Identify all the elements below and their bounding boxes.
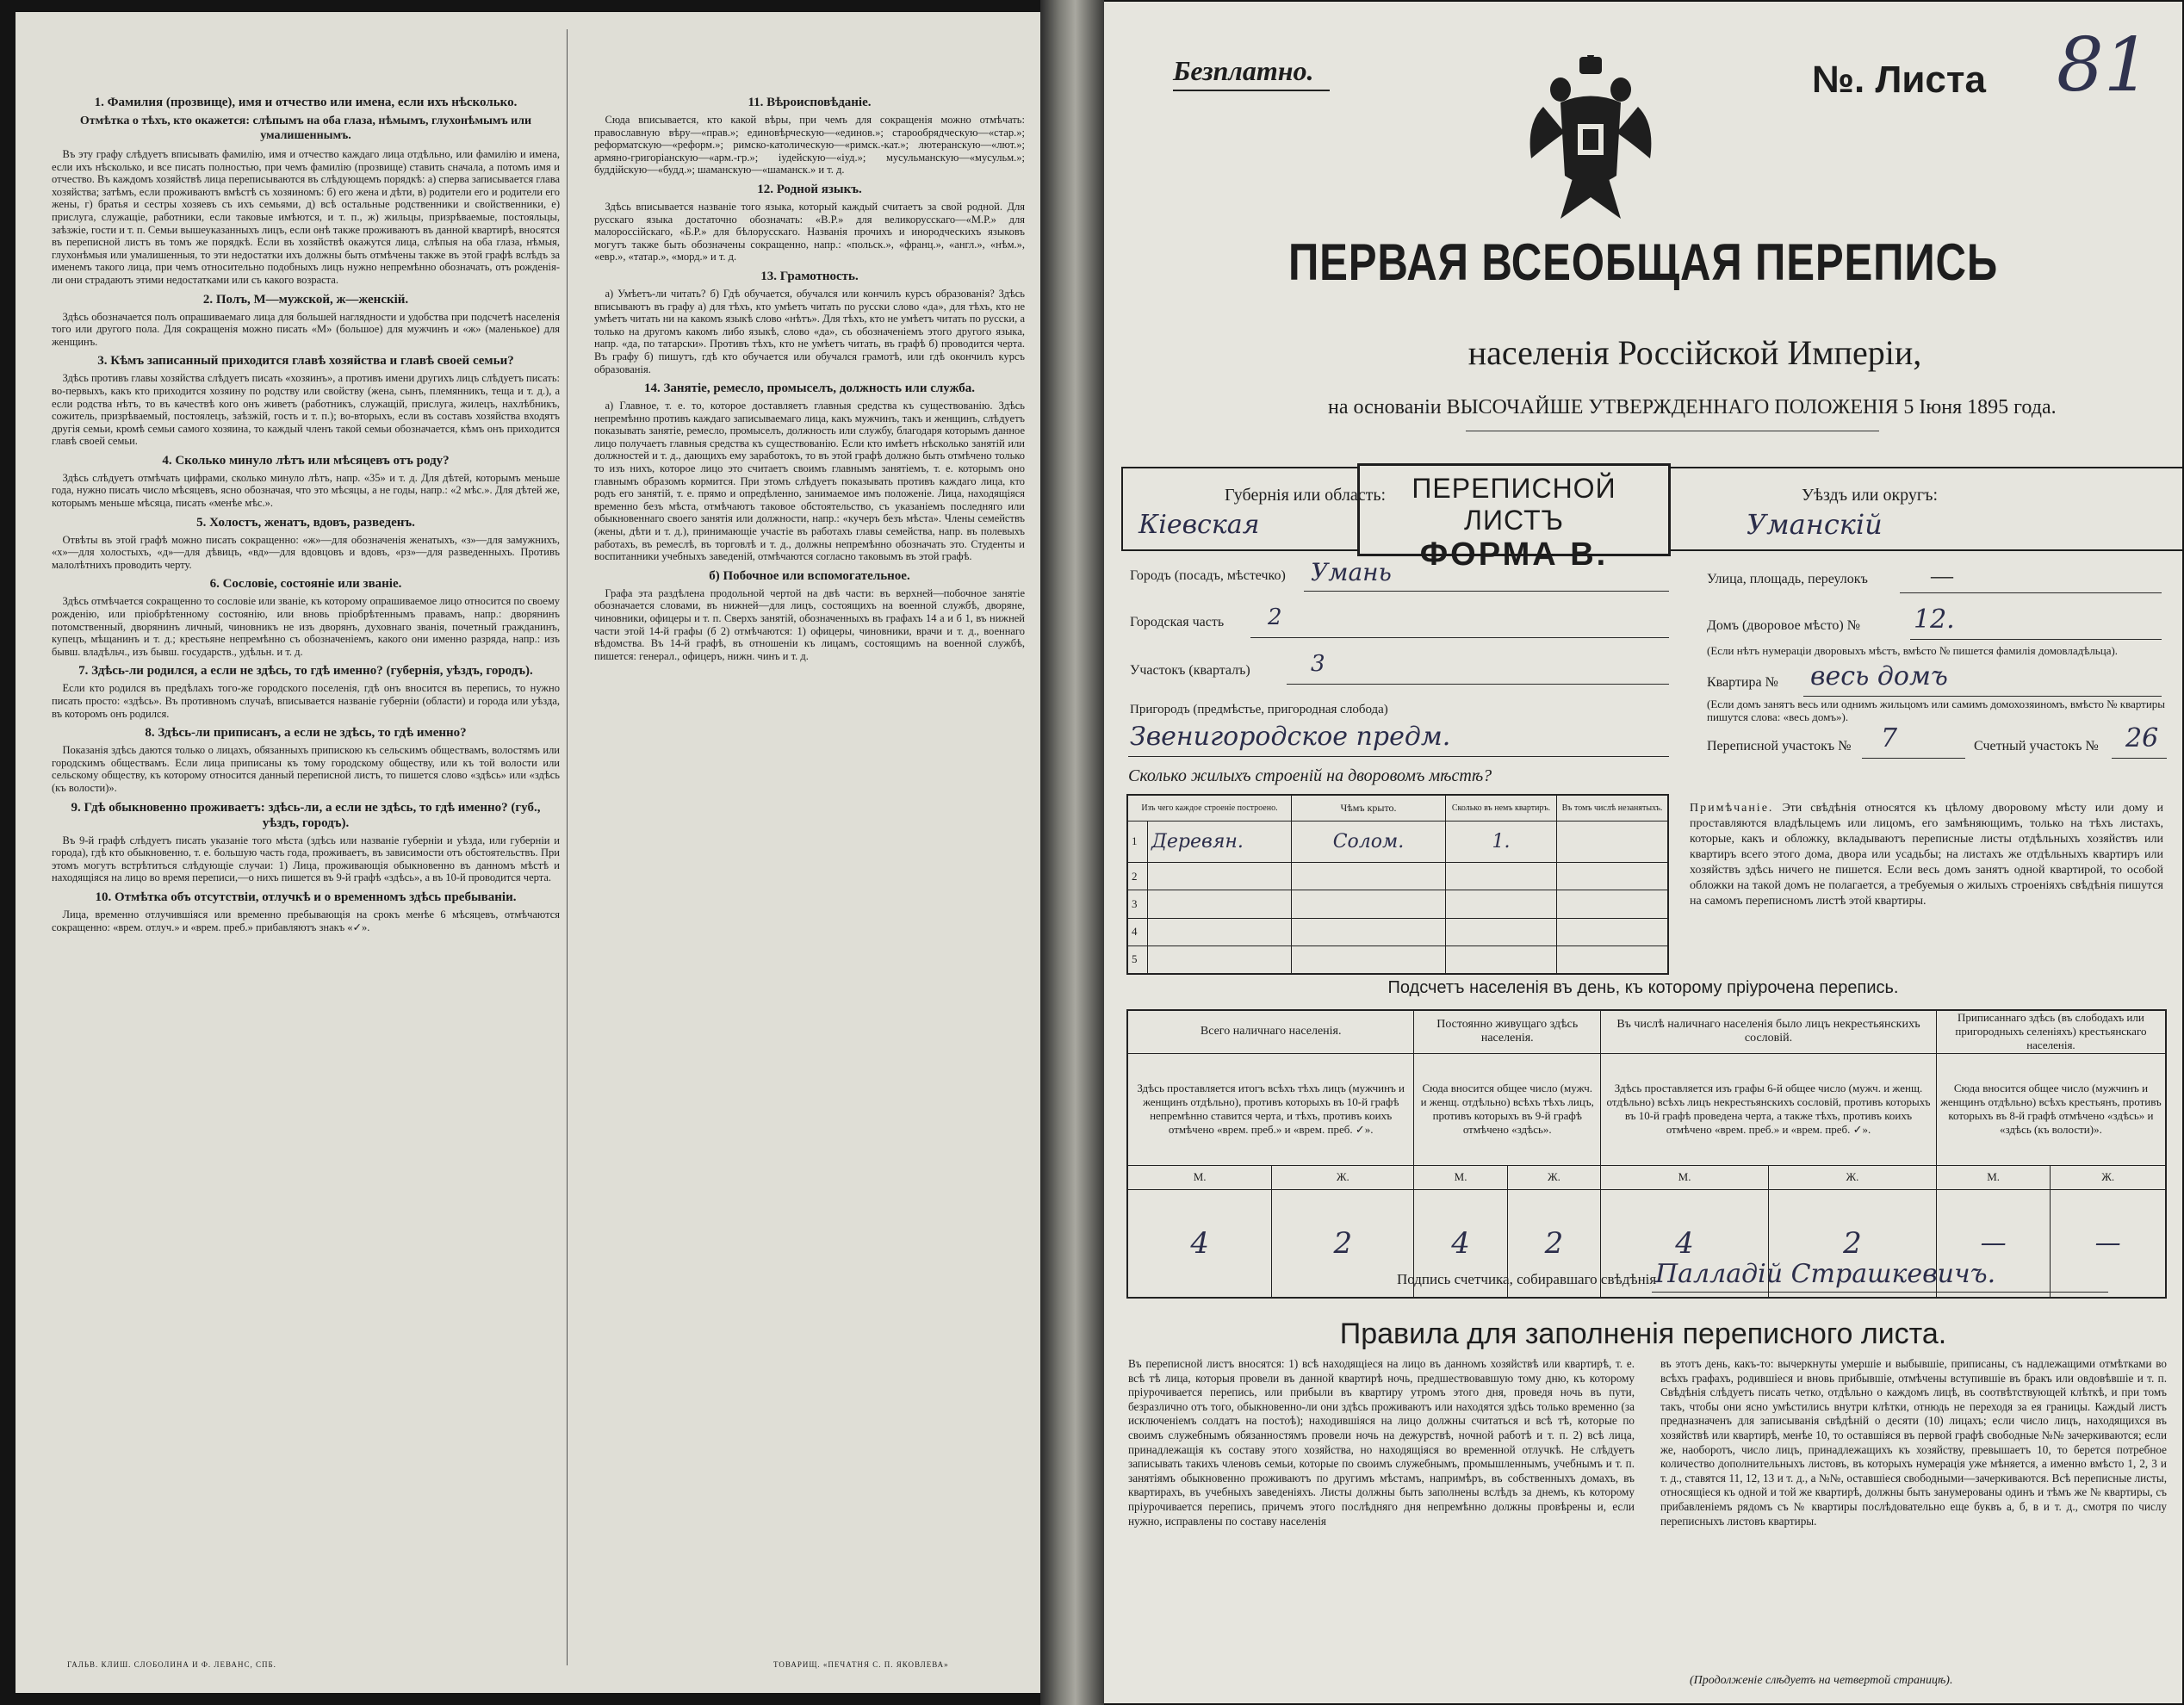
house-line: [1910, 639, 2162, 640]
instruction-heading: б) Побочное или вспомогательное.: [709, 568, 910, 583]
building-roof: Солом.: [1292, 821, 1446, 863]
instruction-text: Въ 9-й графѣ слѣдуетъ писать указаніе того мѣста (здѣсь или названіе губерніи и уѣзда, или губерніи и города), гдѣ кто обыкновенно, т. е. большую часть года, проживаетъ, въ зависимости отъ обстоятельствъ. При этомъ могутъ встрѣтиться слѣдующіе случаи: 1) Лица, проживающія обыкновенно въ данномъ мѣстѣ и находящіяся на лицо во время переписи,—о нихъ пишется въ 9-й графѣ «здѣсь», а въ 10-й проводится черта.: [52, 834, 560, 884]
suburb-value: Звенигородское предм.: [1130, 722, 1451, 752]
table-row: [1127, 918, 1668, 946]
block-line: [1287, 684, 1669, 685]
continued-note: (Продолженіе слѣдуетъ на четвертой страницѣ).: [1690, 1674, 1953, 1687]
double-headed-eagle-emblem-icon: [1526, 55, 1655, 227]
population-value: 4: [1601, 1189, 1769, 1298]
count-district-value: 26: [2125, 723, 2159, 753]
count-district-line: [2112, 758, 2167, 759]
instruction-section: [52, 725, 560, 794]
suburb-label: Пригородъ (предмѣстье, пригородная слобода): [1130, 703, 1388, 716]
sex-label: М.: [1414, 1165, 1507, 1189]
census-form-page: [1104, 2, 2182, 1703]
city-label: Городъ (посадъ, мѣстечко): [1130, 568, 1286, 583]
sheet-number-handwritten: 81: [2057, 22, 2151, 108]
rules-column-right: въ этотъ день, какъ-то: вычеркнуты умершіе и выбывшіе, приписаны, съ надлежащими отмѣтками во всѣхъ графахъ, родившіеся и вновь прибывшіе, отмѣчены вступившіе въ бракъ или овдовѣвшіе и т. п. Свѣдѣнія слѣдуетъ писать четко, отдѣльно о каждомъ лицѣ, въ соотвѣтствующей клѣткѣ, и при томъ такъ, чтобы они ясно умѣстились внутри клѣтки, отнюдь не переходя за ея границы. Каждый листъ предназначенъ для записыванія свѣдѣній о десяти (10) лицахъ; если число лицъ, находящихся въ хозяйствѣ или квартирѣ, менѣе 10, то оставшіяся въ первой графѣ свободные №№ зачеркиваются; если же, наоборотъ, число лицъ, принадлежащихъ къ хозяйству, превышаетъ 10, то берется потребное количество дополнительныхъ листовъ, въ которыхъ нумерація уже мѣняется, а именно вмѣсто 1, 2, 3 и т. д., ставятся 11, 12, 13 и т. д., а №№, оставшіеся свободными—зачеркиваются. Всѣ переписные листы, относящіеся къ одной и той же квартирѣ, должны быть занумерованы одинъ и тѣмъ же № квартиры, съ прибавленіемъ рядомъ съ № квартиры послѣдовательно еще буквъ а, б, в и т. д., смотря по числу переписныхъ листовъ квартиры.: [1660, 1357, 2167, 1528]
population-value: —: [2051, 1189, 2166, 1298]
population-desc-peasant: Сюда вносится общее число (мужчинъ и женщинъ отдѣльно) всѣхъ крестьянъ, противъ которыхъ въ 8-й графѣ отмѣчено «здѣсь» и «здѣсь (къ волости)».: [1936, 1053, 2166, 1165]
instructions-column-right: [594, 12, 1025, 1693]
sex-label: Ж.: [1769, 1165, 1937, 1189]
gubernia-label: Губернія или область:: [1225, 486, 1387, 505]
printer-mark-left: ГАЛЬВ. КЛИШ. СЛОБОЛИНА И Ф. ЛЕВАНС, СПБ.: [67, 1660, 276, 1669]
census-district-value: 7: [1881, 723, 1898, 753]
instructions-column-left: [52, 12, 560, 1693]
population-count-title: Подсчетъ населенія въ день, къ которому пріурочена перепись.: [1387, 978, 1899, 997]
apartment-line: [1803, 696, 2162, 697]
free-label: Безплатно.: [1173, 55, 1314, 86]
row-number: 4: [1127, 918, 1148, 946]
population-desc-nonpeasant: Здѣсь проставляется изъ графы 6-й общее число (мужч. и женщ. отдѣльно) всѣхъ лицъ некрестьянскихъ сословій, противъ которыхъ въ 10-й графѣ проведена черта, а также тѣхъ, противъ коихъ отмѣчено «врем. преб.» и «врем. преб. ✓».: [1601, 1053, 1937, 1165]
district-line: [1250, 637, 1669, 638]
sex-label-row: [1127, 1165, 2166, 1189]
instruction-section: [52, 95, 560, 287]
rules-title: Правила для заполненія переписного листа.: [1339, 1318, 1947, 1350]
instruction-heading: 10. Отмѣтка объ отсутствіи, отлучкѣ и о временномъ здѣсь пребываніи.: [95, 890, 517, 904]
note-label: Примѣчаніе.: [1690, 802, 1774, 815]
instruction-heading: 12. Родной языкъ.: [757, 182, 862, 196]
instruction-text: Здѣсь слѣдуетъ отмѣчать цифрами, сколько минуло лѣтъ, напр. «35» и т. д. Для дѣтей, которымъ меньше года, нужно писать число мѣсяцевъ, ясно обозначая, что это мѣсяцы, а не годы, напр.: «2 мѣс.». Для дѣтей же, которымъ меньше мѣсяца, писать «менѣе мѣс.».: [52, 471, 560, 510]
instruction-text: Если кто родился въ предѣлахъ того-же городского поселенія, гдѣ онъ вносится въ перепись, то нужно писать просто: «здѣсь». Въ противномъ случаѣ, вписывается названіе губерніи (области) и города или уѣзда, въ которомъ онъ родился.: [52, 682, 560, 720]
instruction-text: Сюда вписывается, кто какой вѣры, при чемъ для сокращенія можно отмѣчать: православную вѣру—«прав.»; единовѣрческую—«единов.»; старообрядческую—«стар.»; реформатскую—«реформ.»; римско-католическую—«римск.-кат.»; лютеранскую—«лют.»; армяно-григоріанскую—«арм.-гр.»; іудейскую—«іуд.»; мусульманскую—«мусульм.»; буддійскую—«будд.»; шаманскую—«шаманск.» и т. д.: [594, 114, 1025, 177]
instruction-section: [52, 890, 560, 933]
instruction-text: Отвѣты въ этой графѣ можно писать сокращенно: «ж»—для обозначенія женатыхъ, «з»—для замужнихъ, «х»—для холостыхъ, «д»—для дѣвицъ, «вд»—для вдовцовъ и вдовъ, «рз»—для разведенныхъ. Противъ малолѣтнихъ проводить черту.: [52, 533, 560, 571]
instruction-heading: 2. Полъ, М—мужской, ж—женскій.: [202, 292, 409, 307]
instruction-section: [52, 292, 560, 349]
instruction-heading: 6. Сословіе, состояніе или званіе.: [209, 577, 402, 592]
street-label: Улица, площадь, переулокъ: [1707, 572, 1868, 586]
row-number: 2: [1127, 863, 1148, 890]
sex-label: М.: [1936, 1165, 2050, 1189]
buildings-header-material: Изъ чего каждое строеніе построено.: [1127, 795, 1292, 821]
sex-label: Ж.: [1507, 1165, 1600, 1189]
instruction-heading: 13. Грамотность.: [760, 269, 859, 283]
district-value: 2: [1268, 604, 1282, 630]
population-value: 2: [1769, 1189, 1937, 1298]
apartment-label: Квартира №: [1707, 675, 1778, 690]
instruction-section: [52, 576, 560, 658]
population-desc-total: Здѣсь проставляется итогъ всѣхъ тѣхъ лицъ (мужчинъ и женщинъ отдѣльно), противъ которыхъ въ 10-й графѣ непремѣнно ставится черта, и тѣхъ, противъ коихъ отмѣчено «врем. преб.» и «врем. преб. ✓».: [1127, 1053, 1414, 1165]
census-title: ПЕРВАЯ ВСЕОБЩАЯ ПЕРЕПИСЬ: [1287, 233, 1999, 291]
instruction-section: [594, 381, 1025, 563]
table-row: [1127, 946, 1668, 974]
population-value: 2: [1507, 1189, 1600, 1298]
instruction-section: [594, 182, 1025, 264]
instruction-text: Здѣсь обозначается полъ опрашиваемаго лица для большей наглядности и удобства при подсчетѣ населенія того или другого пола. Для сокращенія можно писать «М» (большое) для мужчинъ и «ж» (маленькое) для женщинъ.: [52, 310, 560, 348]
book-spine: [1040, 0, 1104, 1705]
house-value: 12.: [1914, 604, 1955, 635]
population-value: —: [1936, 1189, 2050, 1298]
apartment-value: весь домъ: [1810, 661, 1948, 691]
uezd-value: Уманскій: [1747, 508, 1883, 541]
instruction-text: Здѣсь отмѣчается сокращенно то сословіе или званіе, къ которому опрашиваемое лицо относится по своему рожденію, или пріобрѣтенному состоянію, или вновь пріобрѣтеннымъ правамъ, напр.: дворянинъ потомственный, дворянинъ личный, чиновникъ не изъ дворянъ, духовнаго званія, почетный гражданинъ, купецъ, мѣщанинъ и т. д.; крестьяне непремѣнно съ обозначеніемъ, какого они именно разряда, напр.: изъ бывш. владѣльч., изъ бывш. государств., удѣльн. и т. д.: [52, 595, 560, 658]
row-number: 5: [1127, 946, 1148, 974]
census-district-line: [1862, 758, 1965, 759]
table-row: [1127, 890, 1668, 918]
signature-label: Подпись счетчика, собиравшаго свѣдѣнія: [1397, 1271, 1657, 1287]
sex-label: М.: [1127, 1165, 1272, 1189]
instruction-text: Здѣсь противъ главы хозяйства слѣдуетъ писать «хозяинъ», а противъ имени другихъ лицъ слѣдуетъ писать: во-первыхъ, какъ кто приходится хозяину по родству или свойству (жена, сынъ, племянникъ, теща и т. д.), а если родства нѣтъ, то въ качествѣ кого онъ живетъ (работникъ, служащій, прислуга, жилецъ, нахлѣбникъ, сожитель, призрѣваемый, постоялецъ, заѣзжій, гость и т. п.); во-вторыхъ, если въ составъ хозяйства входятъ другія семьи, кромѣ семьи самого хозяина, то каждый членъ такой семьи обозначается, кѣмъ онъ приходится главѣ своей семьи.: [52, 372, 560, 448]
legal-basis: на основаніи ВЫСОЧАЙШЕ УТВЕРЖДЕННАГО ПОЛОЖЕНІЯ 5 Іюня 1895 года.: [1328, 396, 2057, 418]
instruction-section: [52, 353, 560, 448]
suburb-line: [1128, 756, 1669, 757]
house-note: (Если нѣтъ нумераціи дворовыхъ мѣстъ, вмѣсто № пишется фамилія домовладѣльца).: [1707, 644, 2119, 657]
instruction-text: Графа эта раздѣлена продольной чертой на двѣ части: въ верхней—побочное занятіе обозначается словами, въ нижней—для лицъ, состоящихъ на военной службѣ, дворяне, чиновники, офицеры и т. п. Сверхъ занятій, обозначенныхъ въ графахъ 14 а и б 1, въ нижней части этой 14-й графы (б 2) отмѣчаются: 1) офицеры, чиновники, врачи и т. д., военнаго вѣдомства. Въ 14-й графѣ, въ отношеніи къ лицамъ, состоящимъ на военной службѣ, пишется: генерал., офицеръ, нижн. чинъ и т. д.: [594, 586, 1025, 662]
city-line: [1304, 591, 1669, 592]
district-label: Городская часть: [1130, 615, 1225, 629]
block-value: 3: [1311, 651, 1325, 677]
gubernia-value: Кіевская: [1139, 510, 1260, 540]
sheet-number-label: №. Листа: [1812, 59, 1986, 101]
signature-line: [1652, 1292, 2108, 1293]
instruction-text: а) Главное, т. е. то, которое доставляетъ главныя средства къ существованію. Здѣсь непремѣнно противъ каждаго записываемаго лица, какъ мужчинъ, такъ и женщинъ, слѣдуетъ показывать занятіе, ремесло, промыселъ, должность или службу, благодаря которымъ данное лицо получаетъ главныя средства къ существованію. Если кто имѣетъ нѣсколько занятій или должностей и т. д., дающихъ ему заработокъ, то въ этой графѣ должно быть отмѣчено только то изъ нихъ, которое лицо это считаетъ своимъ главнымъ занятіемъ, т. е. которымъ оно главнымъ образомъ кормится. При этомъ слѣдуетъ показывать противъ каждаго лица, кто родъ его занятій, т. е. прямо и опредѣленно, занимаемое имъ положеніе. Лица, находящіяся временно безъ мѣста, отмѣчаютъ таковое обстоятельство, съ указаніемъ последняго или обыкновеннаго своего занятія или должности, напр.: «кучеръ безъ мѣста». Члены семействъ (жены, дѣти и т. д.), принимающіе участіе въ работахъ главы семейства, напр. въ полевыхъ работахъ, въ ремеслѣ, въ торговлѣ и т. д., должны непремѣнно обозначать это. Студенты и воспитанники учебныхъ заведеній, отмѣчаются согласно таковымъ въ этой графѣ.: [594, 400, 1025, 563]
buildings-header-roof: Чѣмъ крыто.: [1292, 795, 1446, 821]
instruction-section: [594, 95, 1025, 177]
instruction-text: а) Умѣетъ-ли читать? б) Гдѣ обучается, обучался или кончилъ курсъ образованія? Здѣсь вписываютъ въ графу а) для тѣхъ, кто умѣетъ читать по русски слово «да», для тѣхъ, кто не умѣетъ читать ни на какомъ языкѣ слово «нѣтъ». Для тѣхъ, кто не умѣетъ читать по русски, а только на другомъ какомъ либо языкѣ, слово «да», съ обозначеніемъ этого другого языка, напр. «да, по татарски». Противъ тѣхъ, кто не умѣетъ читать, въ графѣ б) проводится черта. Въ графу б) пишутъ, гдѣ кто обучается или обучался грамотѣ, или гдѣ окончилъ курсъ образованія.: [594, 287, 1025, 375]
building-flats: 1.: [1446, 821, 1557, 863]
instruction-heading: 9. Гдѣ обыкновенно проживаетъ: здѣсь-ли, а если не здѣсь, то гдѣ именно? (губ., уѣздъ, городъ).: [71, 800, 541, 830]
form-type-box: [1357, 463, 1671, 573]
enumerator-signature: Палладій Страшкевичъ.: [1655, 1259, 1996, 1289]
instruction-section: [52, 515, 560, 572]
table-row: [1127, 863, 1668, 890]
instruction-heading: 11. Вѣроисповѣданіе.: [748, 96, 872, 109]
instruction-subheading: Отмѣтка о тѣхъ, кто окажется: слѣпымъ на оба глаза, нѣмымъ, глухонѣмымъ или умалишеннымъ.: [79, 115, 532, 142]
building-material: Деревян.: [1148, 821, 1292, 863]
apartment-note: (Если домъ занятъ весь или однимъ жильцомъ или самимъ домохозяиномъ, вмѣсто № квартиры пишутся слова: «весь домъ»).: [1707, 698, 2166, 723]
census-district-label: Переписной участокъ №: [1707, 739, 1852, 753]
buildings-note: [1690, 801, 2163, 909]
instruction-section: [52, 453, 560, 510]
population-value: 4: [1414, 1189, 1507, 1298]
sex-label: Ж.: [1272, 1165, 1414, 1189]
population-desc-permanent: Сюда вносится общее число (мужч. и женщ. отдѣльно) всѣхъ тѣхъ лицъ, противъ которыхъ въ 9-й графѣ отмѣчено «здѣсь».: [1414, 1053, 1601, 1165]
population-header-total: Всего наличнаго населенія.: [1127, 1010, 1414, 1053]
note-text: Эти свѣдѣнія относятся къ цѣлому дворовому мѣсту или дому и проставляются владѣльцемъ или лицомъ, его замѣняющимъ, только на тѣхъ листахъ, которые, какъ и обложку, вкладываютъ переписные листы отдѣльныхъ хозяйствъ или квартиръ всего этого дома, двора или усадьбы; на листахъ же отдѣльныхъ квартиръ или хозяйствъ здѣсь ничего не пишется. Если весь домъ занятъ одной квартирой, то особой обложки на такой домъ не полагается, а требуемыя о жилыхъ строеніяхъ свѣдѣнія пишутся на самомъ переписномъ листѣ этой квартиры.: [1690, 802, 2163, 908]
instruction-text: Лица, временно отлучившіяся или временно пребывающія на срокъ менѣе 6 мѣсяцевъ, отмѣчаются сокращенно: «врем. отлуч.» и «врем. преб.» прибавляютъ знакъ «✓».: [52, 908, 560, 933]
street-value: —: [1931, 563, 1953, 588]
instruction-heading: 7. Здѣсь-ли родился, а если не здѣсь, то гдѣ именно? (губернія, уѣздъ, городъ).: [78, 664, 533, 679]
population-value: 2: [1272, 1189, 1414, 1298]
instruction-heading: 14. Занятіе, ремесло, промыселъ, должность или служба.: [643, 381, 976, 396]
building-vacant: [1557, 821, 1669, 863]
table-row: [1127, 821, 1668, 863]
instruction-section: [52, 663, 560, 720]
instruction-heading: 5. Холостъ, женатъ, вдовъ, разведенъ.: [196, 515, 415, 530]
uezd-label: Уѣздъ или округъ:: [1802, 486, 1939, 505]
instruction-section: [52, 800, 560, 884]
row-number: 1: [1127, 821, 1148, 863]
sex-label: М.: [1601, 1165, 1769, 1189]
street-line: [1900, 592, 2162, 593]
block-label: Участокъ (кварталъ): [1130, 663, 1250, 678]
printer-mark-right: ТОВАРИЩ. «ПЕЧАТНЯ С. П. ЯКОВЛЕВА»: [773, 1660, 949, 1669]
row-number: 3: [1127, 890, 1148, 918]
instruction-text: Здѣсь вписывается названіе того языка, который каждый считаетъ за свой родной. Для русскаго языка достаточно обозначать: «В.Р.» для великорусскаго—«М.Р.» для малороссійскаго, «Б.Р.» для бѣлорусскаго. Названія прочихъ и инородческихъ языковъ могутъ также быть обозначены сокращенно, напр.: «польск.», «франц.», «англ.», «нѣм.», «евр.», «татар.», «морд.» и т. д.: [594, 200, 1025, 264]
column-divider: [567, 29, 568, 1665]
census-subtitle: населенія Россійской Имперіи,: [1467, 333, 1922, 372]
form-box-subtitle: ФОРМА В.: [1419, 536, 1609, 573]
buildings-table: [1126, 794, 1669, 975]
free-underline: [1173, 90, 1330, 91]
buildings-header-vacant: Въ томъ числѣ незанятыхъ.: [1557, 795, 1669, 821]
population-header-permanent: Постоянно живущаго здѣсь населенія.: [1414, 1010, 1601, 1053]
city-value: Умань: [1311, 558, 1392, 586]
instruction-text: Показанія здѣсь даются только о лицахъ, обязанныхъ припискою къ сельскимъ обществамъ, волостямъ или городскимъ обществамъ. Если лица приписаны къ тому городскому обществу, или къ той волости или сельскому обществу, къ которому относится данный переписной листъ, то пишется слово «здѣсь» или «здѣсь (къ волости)».: [52, 744, 560, 794]
population-table: [1126, 1009, 2167, 1299]
buildings-question: Сколько жилыхъ строеній на дворовомъ мѣстѣ?: [1128, 766, 1492, 785]
population-header-peasant: Приписаннаго здѣсь (въ слободахъ или пригородныхъ селеніяхъ) крестьянскаго населенія.: [1936, 1010, 2166, 1053]
instruction-section: [594, 269, 1025, 375]
house-label: Домъ (дворовое мѣсто) №: [1707, 618, 1860, 633]
population-value: 4: [1127, 1189, 1272, 1298]
instruction-section: [594, 568, 1025, 663]
left-instructions-page: [16, 12, 1040, 1693]
instruction-heading: 8. Здѣсь-ли приписанъ, а если не здѣсь, то гдѣ именно?: [145, 726, 467, 741]
sex-label: Ж.: [2051, 1165, 2166, 1189]
buildings-header-flats: Сколько въ немъ квартиръ.: [1446, 795, 1557, 821]
rules-column-left: Въ переписной листъ вносятся: 1) всѣ находящіеся на лицо въ данномъ хозяйствѣ или квартирѣ, т. е. всѣ тѣ лица, которыя провели въ данной квартирѣ ночь, предшествовавшую тому дню, къ которому пріурочивается перепись, или прибыли въ квартиру утромъ этого дня, проведя ночь въ пути, безразлично отъ того, обыкновенно-ли они здѣсь проживаютъ или находятся здѣсь только временно (за исключеніемъ солдатъ на постоѣ); находившіяся на лицо должны считаться и всѣ тѣ, которые по своимъ служебнымъ обязанностямъ провели ночь на дежурствѣ, ночной работѣ и т. п. 2) всѣ лица, принадлежащія къ составу этого хозяйства, но находящіяся во временной отлучкѣ. Не слѣдуетъ записывать такихъ членовъ семьи, которые по своимъ служебнымъ, промышленнымъ, учебнымъ и т. п. занятіямъ обыкновенно проживаютъ по другимъ мѣстамъ, напримѣръ, въ собственныхъ домахъ, въ квартирахъ, въ учебныхъ заведеніяхъ. Листы должны быть заполнены вслѣдъ за днемъ, къ которому пріурочивается перепись, причемъ этого послѣдняго дня непремѣнно должны провѣрены и, если нужно, исправлены по составу населенія: [1128, 1357, 1635, 1528]
count-district-label: Счетный участокъ №: [1974, 739, 2099, 753]
instruction-heading: 3. Кѣмъ записанный приходится главѣ хозяйства и главѣ своей семьи?: [97, 354, 514, 369]
instruction-heading: 1. Фамилия (прозвище), имя и отчество или имена, если ихъ нѣсколько.: [94, 96, 518, 109]
instruction-heading: 4. Сколько минуло лѣтъ или мѣсяцевъ отъ роду?: [162, 453, 450, 468]
instruction-text: Въ эту графу слѣдуетъ вписывать фамилію, имя и отчество каждаго лица отдѣльно, или фамилію и имена, если ихъ нѣсколько, и все писать полностью, при чемъ фамилію (прозвище) ставить сначала, а потомъ имя и отчество. Въ каждомъ хозяйствѣ лица переписываются въ слѣдующемъ порядкѣ: а) сперва записывается глава хозяйства; затѣмъ, если проживаютъ вмѣстѣ съ хозяиномъ: б) его жена и дѣти, в) родители его и родители его жены, г) братья и сестры хозяевъ съ ихъ семьями, д) всѣ остальные родственники и свойственники, е) прислуга, служащіе, работники, если таковые имѣются, и т. п., ж) жильцы, призрѣваемые, постояльцы, заѣзжіе, гости и т. п. Семьи вышеуказанныхъ лицъ, если онѣ также проживаютъ въ данной квартирѣ, вносятся въ переписной листъ въ томъ же порядкѣ. Если въ хозяйствѣ окажутся лица, слѣпыя на оба глаза, нѣмыя, глухонѣмыя или умалишенныя, то эти недостатки ихъ должны быть отмѣчены также въ этой графѣ вслѣдъ за именемъ такого лица, при чемъ относительно подобныхъ лицъ нужно непремѣнно обозначать, отъ рожденія-ли они страдаютъ этими недостатками или съ какого возраста.: [52, 148, 560, 286]
population-header-nonpeasant: Въ числѣ наличнаго населенія было лицъ некрестьянскихъ сословій.: [1601, 1010, 1937, 1053]
form-box-title: ПЕРЕПИСНОЙ ЛИСТЪ: [1412, 473, 1616, 536]
